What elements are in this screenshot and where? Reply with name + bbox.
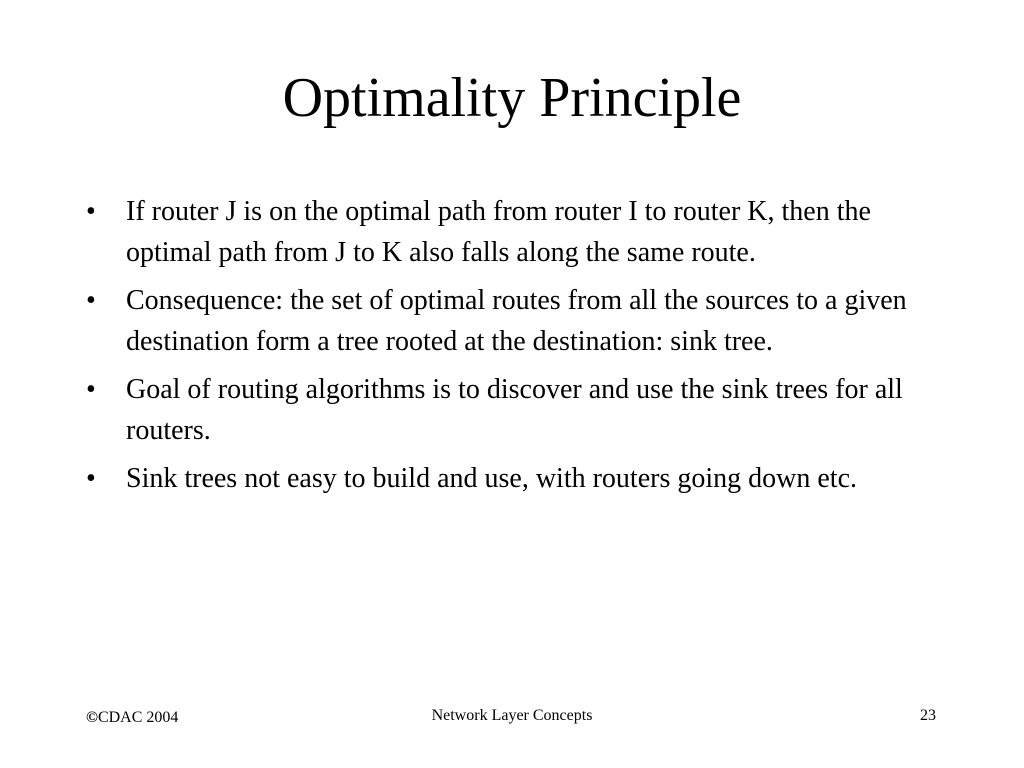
bullet-list — [86, 191, 948, 506]
bullet-text: Goal of routing algorithms is to discover and use the sink trees for all routers. — [126, 374, 903, 446]
bullet-icon: • — [86, 196, 96, 227]
bullet-item — [86, 458, 948, 499]
bullet-icon: • — [86, 463, 96, 494]
copyright-icon: © — [86, 709, 98, 726]
footer-topic: Network Layer Concepts — [431, 707, 593, 724]
slide-title: Optimality Principle — [282, 67, 742, 129]
bullet-item — [86, 369, 948, 451]
footer-organization: CDAC 2004 — [97, 709, 179, 726]
footer-copyright — [86, 708, 178, 728]
bullet-item — [86, 280, 948, 362]
bullet-text: Sink trees not easy to build and use, with routers going down etc. — [126, 463, 857, 494]
bullet-item — [86, 191, 948, 273]
bullet-icon: • — [86, 285, 96, 316]
page-number: 23 — [920, 707, 936, 724]
bullet-text: Consequence: the set of optimal routes from all the sources to a given destination form a tree rooted at the destination: sink tree. — [126, 285, 907, 357]
bullet-icon: • — [86, 374, 96, 405]
bullet-text: If router J is on the optimal path from router I to router K, then the optimal path from J to K also falls along the same route. — [126, 196, 871, 268]
